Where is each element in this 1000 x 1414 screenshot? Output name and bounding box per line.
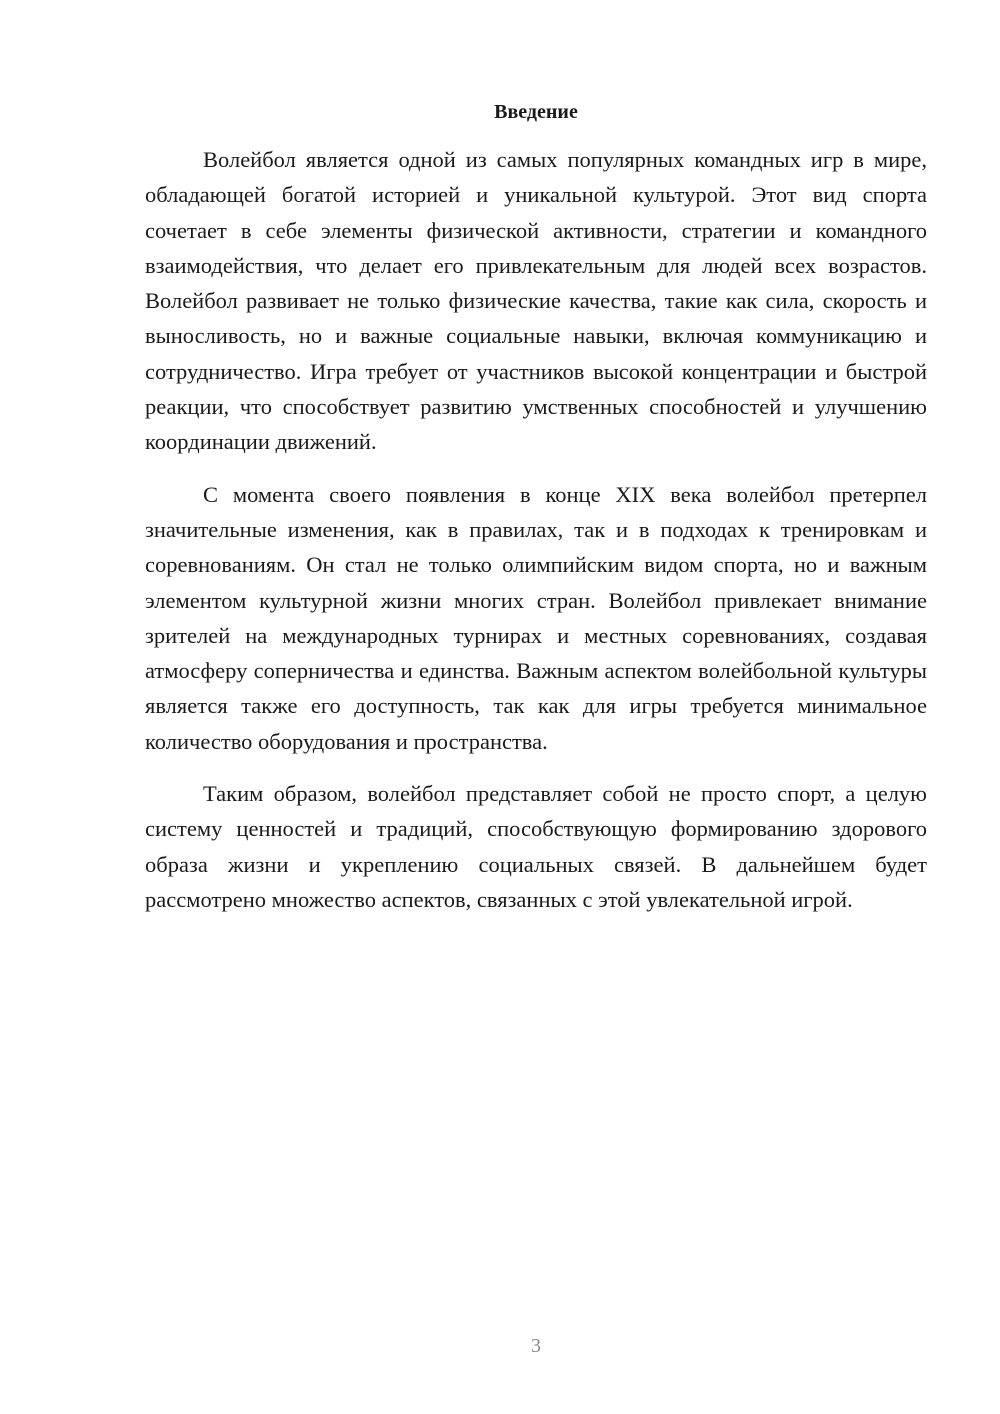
paragraph-2: С момента своего появления в конце XIX века волейбол претерпел значительные изменения, как в правилах, так и в подходах к тренировкам и соревнованиям. Он стал не только олимпийским видом спорта, но и важным элементом культурной жизни многих стран. Волейбол привлекает внимание зрителей на международных турнирах и местных соревнованиях, создавая атмосферу соперничества и единства. Важным аспектом волейбольной культуры является также его доступность, так как для игры требуется минимальное количество оборудования и пространства. <box>145 481 927 754</box>
section-heading: Введение <box>494 101 578 123</box>
page-number: 3 <box>531 1335 541 1357</box>
body-text <box>145 142 927 934</box>
paragraph-3: Таким образом, волейбол представляет собой не просто спорт, а целую систему ценностей и традиций, способствующую формированию здорового образа жизни и укреплению социальных связей. В дальнейшем будет рассмотрено множество аспектов, связанных с этой увлекательной игрой. <box>145 781 927 912</box>
paragraph-1: Волейбол является одной из самых популярных командных игр в мире, обладающей богатой историей и уникальной культурой. Этот вид спорта сочетает в себе элементы физической активности, стратегии и командного взаимодействия, что делает его привлекательным для людей всех возрастов. Волейбол развивает не только физические качества, такие как сила, скорость и выносливость, но и важные социальные навыки, включая коммуникацию и сотрудничество. Игра требует от участников высокой концентрации и быстрой реакции, что способствует развитию умственных способностей и улучшению координации движений. <box>145 147 927 455</box>
